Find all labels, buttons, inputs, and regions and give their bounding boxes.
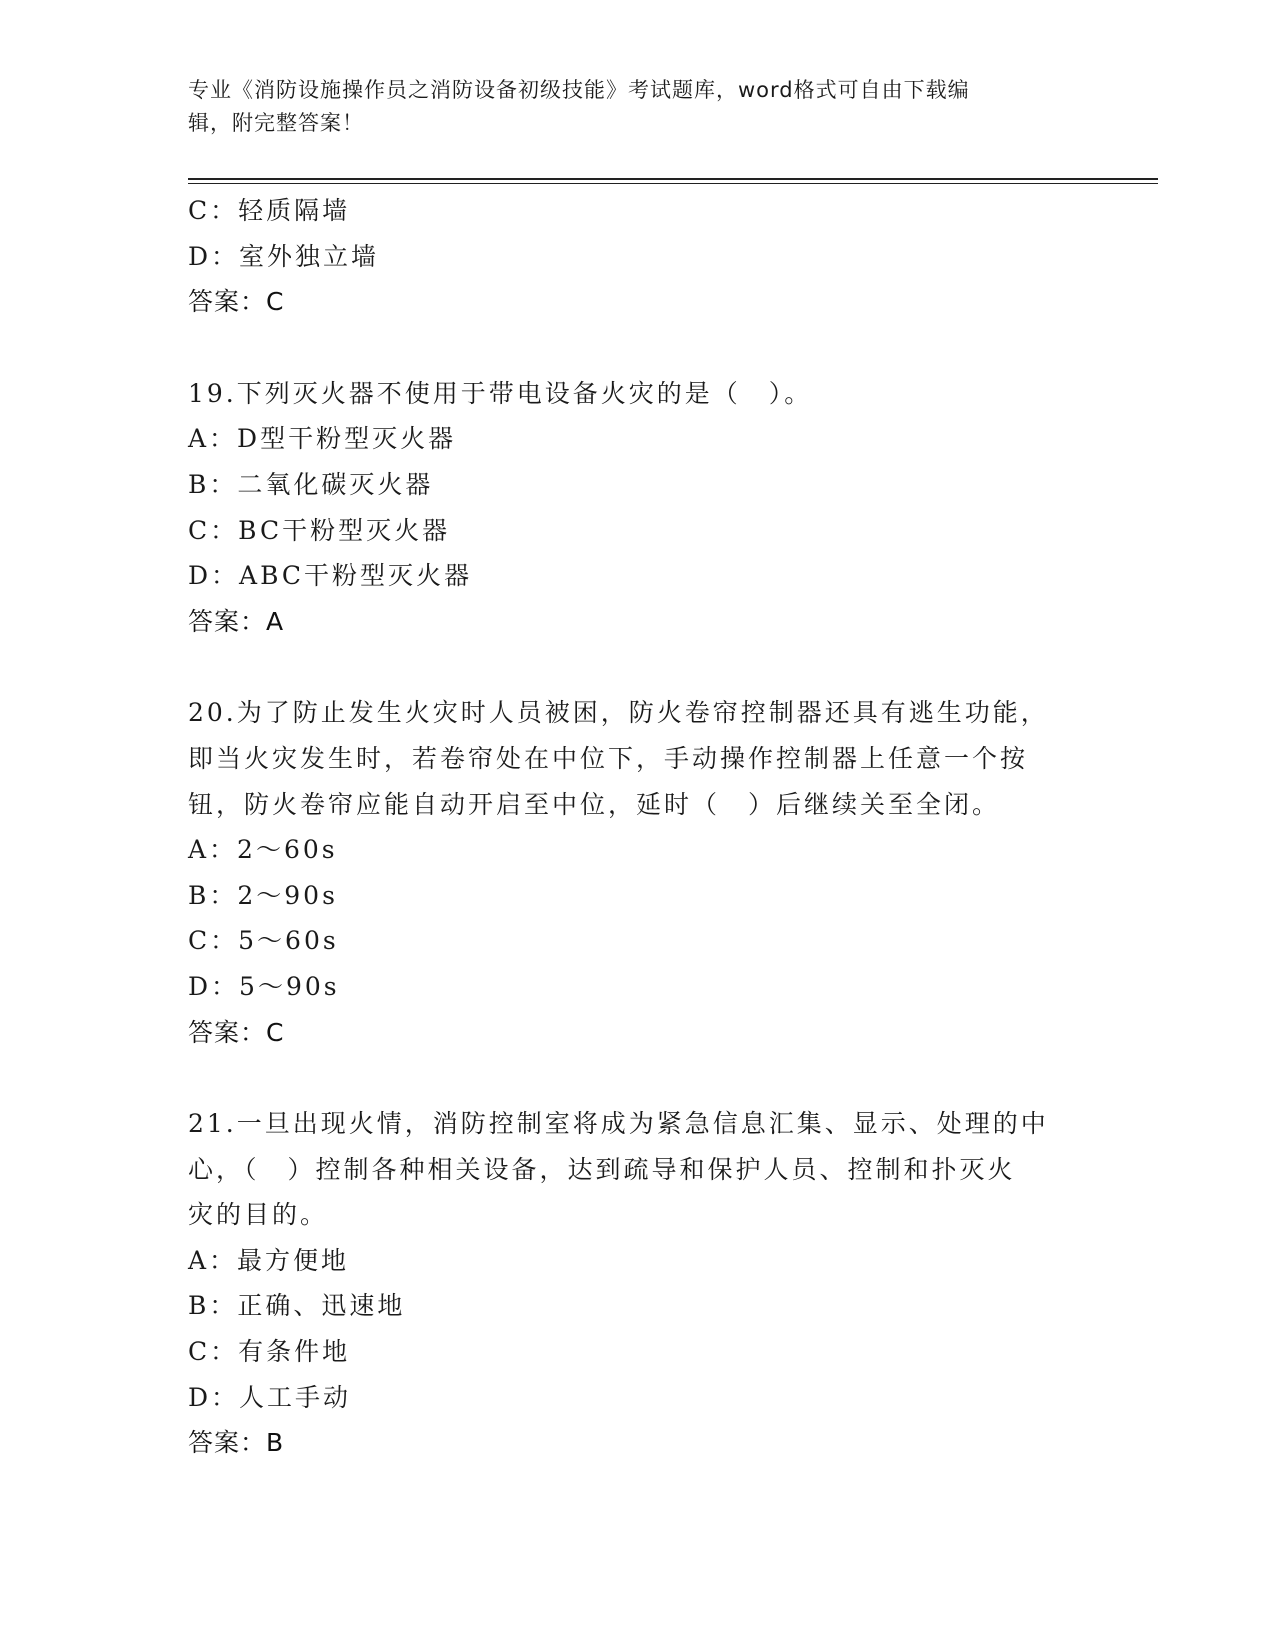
question-stem: 即当火灾发生时，若卷帘处在中位下，手动操作控制器上任意一个按 bbox=[188, 743, 1029, 773]
question-21 bbox=[188, 1101, 1088, 1466]
answer-line: 答案：C bbox=[188, 1017, 285, 1047]
answer-line: 答案：C bbox=[188, 287, 285, 317]
question-list bbox=[188, 188, 1088, 1466]
option-c: C：有条件地 bbox=[188, 1337, 351, 1367]
prev-question-tail bbox=[188, 188, 1088, 325]
question-19 bbox=[188, 371, 1088, 645]
question-stem: 心，（ ）控制各种相关设备，达到疏导和保护人员、控制和扑灭火 bbox=[188, 1154, 1016, 1184]
option-b: B：正确、迅速地 bbox=[188, 1291, 406, 1321]
option-a: A：最方便地 bbox=[188, 1245, 350, 1275]
option-d: D：人工手动 bbox=[188, 1382, 352, 1412]
option-d: D：5～90s bbox=[188, 971, 340, 1001]
header-text-line-2: 辑，附完整答案！ bbox=[188, 111, 364, 135]
option-b: B：二氧化碳灭火器 bbox=[188, 469, 434, 499]
question-stem: 20.为了防止发生火灾时人员被困，防火卷帘控制器还具有逃生功能， bbox=[188, 698, 1049, 728]
option-d: D：室外独立墙 bbox=[188, 241, 380, 271]
question-20 bbox=[188, 690, 1088, 1055]
question-spacer bbox=[188, 325, 1088, 371]
question-spacer bbox=[188, 1055, 1088, 1101]
question-stem: 灾的目的。 bbox=[188, 1200, 329, 1230]
header-divider-thick bbox=[188, 178, 1158, 180]
option-a: A：2～60s bbox=[188, 835, 338, 865]
option-b: B：2～90s bbox=[188, 880, 338, 910]
option-c: C：BC干粉型灭火器 bbox=[188, 515, 451, 545]
question-stem: 钮，防火卷帘应能自动开启至中位，延时（ ）后继续关至全闭。 bbox=[188, 789, 1001, 819]
answer-line: 答案：B bbox=[188, 1428, 285, 1458]
question-spacer bbox=[188, 644, 1088, 690]
header-text-line-1: 专业《消防设施操作员之消防设备初级技能》考试题库，word格式可自由下载编 bbox=[188, 78, 970, 102]
option-a: A：D型干粉型灭火器 bbox=[188, 424, 457, 454]
option-d: D：ABC干粉型灭火器 bbox=[188, 561, 473, 591]
option-c: C：5～60s bbox=[188, 926, 339, 956]
question-stem: 19.下列灭火器不使用于带电设备火灾的是（ ）。 bbox=[188, 378, 813, 408]
option-c: C：轻质隔墙 bbox=[188, 196, 351, 225]
document-header bbox=[188, 74, 1068, 140]
header-divider-thin bbox=[188, 183, 1158, 184]
answer-line: 答案：A bbox=[188, 606, 285, 636]
question-stem: 21.一旦出现火情，消防控制室将成为紧急信息汇集、显示、处理的中 bbox=[188, 1109, 1049, 1139]
